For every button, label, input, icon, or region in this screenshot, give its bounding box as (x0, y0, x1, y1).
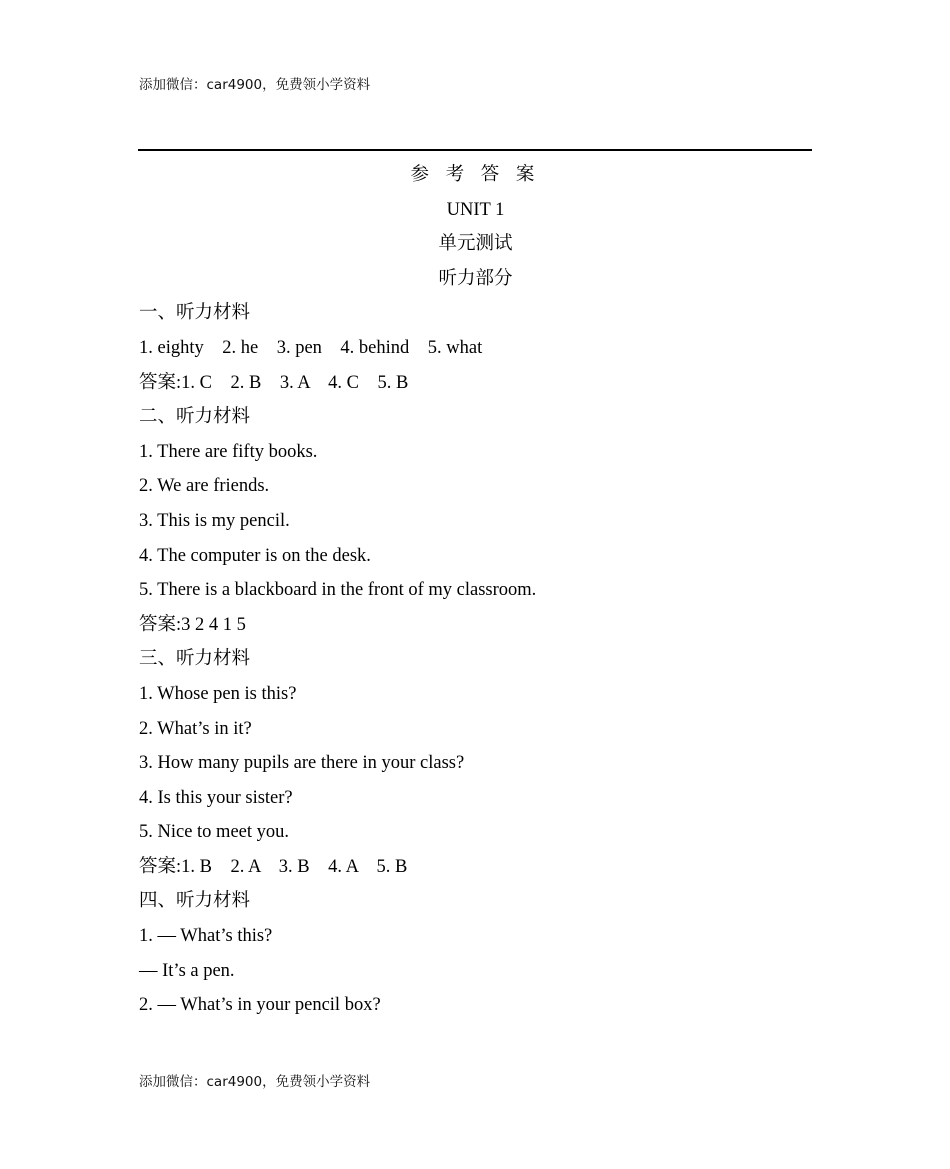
test-name: 单元测试 (438, 234, 513, 255)
unit-title: UNIT 1 (446, 199, 505, 220)
part3-item: 5. Nice to meet you. (139, 822, 290, 843)
part4-item: 1. — What’s this? (139, 926, 273, 947)
part3-item: 1. Whose pen is this? (139, 683, 297, 704)
part2-item: 2. We are friends. (139, 476, 270, 497)
part3-heading: 三、听力材料 (139, 649, 251, 670)
part1-heading: 一、听力材料 (139, 303, 251, 324)
part3-item: 3. How many pupils are there in your class? (139, 753, 465, 774)
part4-item: 2. — What’s in your pencil box? (139, 995, 381, 1016)
part1-answer: 答案:1. C 2. B 3. A 4. C 5. B (139, 372, 409, 393)
part2-answer: 答案:3 2 4 1 5 (139, 614, 246, 635)
part3-answer: 答案:1. B 2. A 3. B 4. A 5. B (139, 856, 408, 877)
part3-item: 4. Is this your sister? (139, 787, 293, 808)
part1-material: 1. eighty 2. he 3. pen 4. behind 5. what (139, 337, 483, 358)
footer-note: 添加微信：car4900，免费领小学资料 (139, 1074, 371, 1090)
part2-item: 1. There are fifty books. (139, 441, 318, 462)
answer-key-content (139, 158, 812, 1023)
part3-item: 2. What’s in it? (139, 718, 252, 739)
part4-item: — It’s a pen. (139, 960, 235, 981)
section-name: 听力部分 (438, 268, 513, 289)
header-divider (138, 149, 812, 151)
part2-heading: 二、听力材料 (139, 407, 251, 428)
part2-item: 4. The computer is on the desk. (139, 545, 371, 566)
part2-item: 5. There is a blackboard in the front of my classroom. (139, 580, 537, 601)
part2-item: 3. This is my pencil. (139, 510, 290, 531)
part4-heading: 四、听力材料 (139, 891, 251, 912)
header-note: 添加微信：car4900，免费领小学资料 (139, 77, 371, 93)
page-title: 参 考 答 案 (410, 165, 541, 185)
